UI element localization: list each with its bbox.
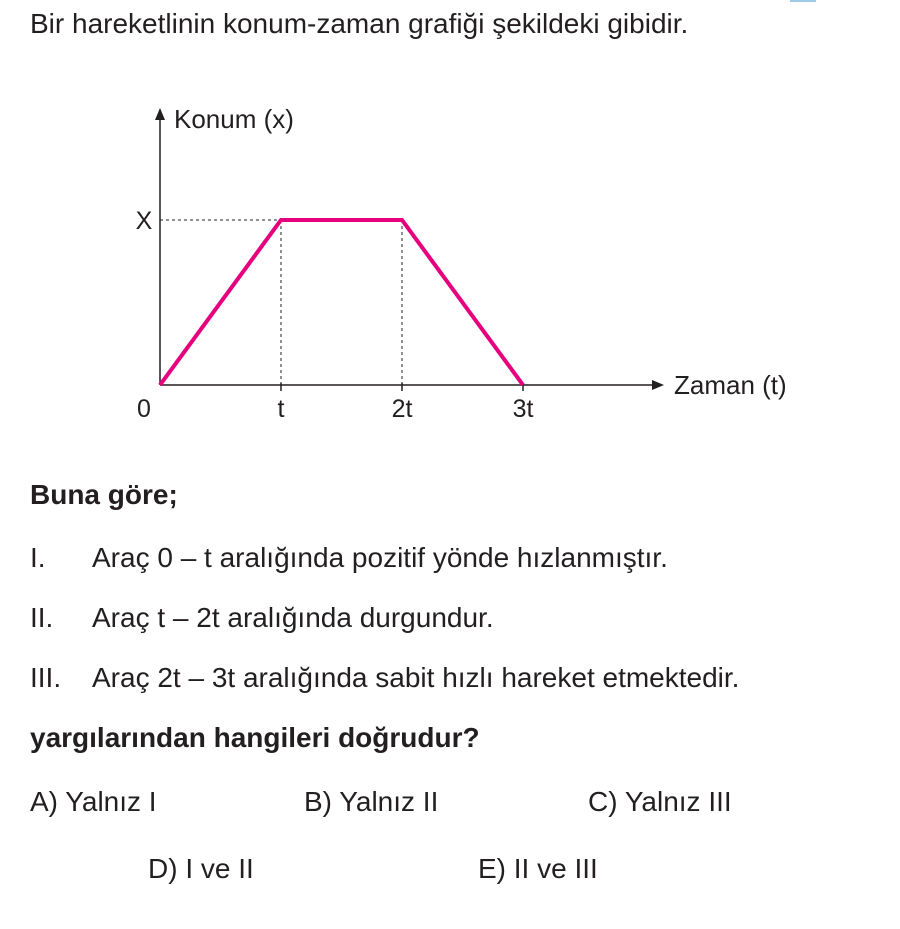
option-b[interactable]: B) Yalnız II [304, 786, 439, 817]
y-axis-arrow [155, 108, 165, 120]
y-tick-label: X [135, 207, 153, 235]
statement-number: III. [30, 662, 62, 693]
statement-text: Araç t – 2t aralığında durgundur. [92, 602, 494, 633]
question-text: yargılarından hangileri doğrudur? [30, 722, 480, 753]
position-series-line [160, 220, 523, 385]
statement-number: I. [30, 542, 46, 573]
position-time-chart [0, 0, 900, 460]
x-axis-label: Zaman (t) [674, 370, 787, 400]
intro-text: Bir hareketlinin konum-zaman grafiği şekildeki gibidir. [30, 8, 689, 39]
option-e[interactable]: E) II ve III [478, 853, 598, 884]
option-a[interactable]: A) Yalnız I [30, 786, 157, 817]
x-axis-arrow [652, 380, 664, 390]
statement-2 [30, 602, 494, 634]
x-tick-label: 3t [512, 395, 534, 423]
statement-text: Araç 0 – t aralığında pozitif yönde hızlanmıştır. [92, 542, 668, 573]
option-d[interactable]: D) I ve II [148, 853, 254, 884]
statement-number: II. [30, 602, 54, 633]
x-tick-label: 2t [391, 395, 413, 423]
statement-1 [30, 542, 668, 574]
x-tick-label: 0 [137, 395, 151, 423]
lead-text: Buna göre; [30, 479, 178, 510]
option-c[interactable]: C) Yalnız III [588, 786, 732, 817]
statement-3 [30, 662, 739, 694]
x-tick-label: t [277, 395, 285, 423]
statement-text: Araç 2t – 3t aralığında sabit hızlı hareket etmektedir. [92, 662, 740, 693]
y-axis-label: Konum (x) [174, 104, 294, 134]
